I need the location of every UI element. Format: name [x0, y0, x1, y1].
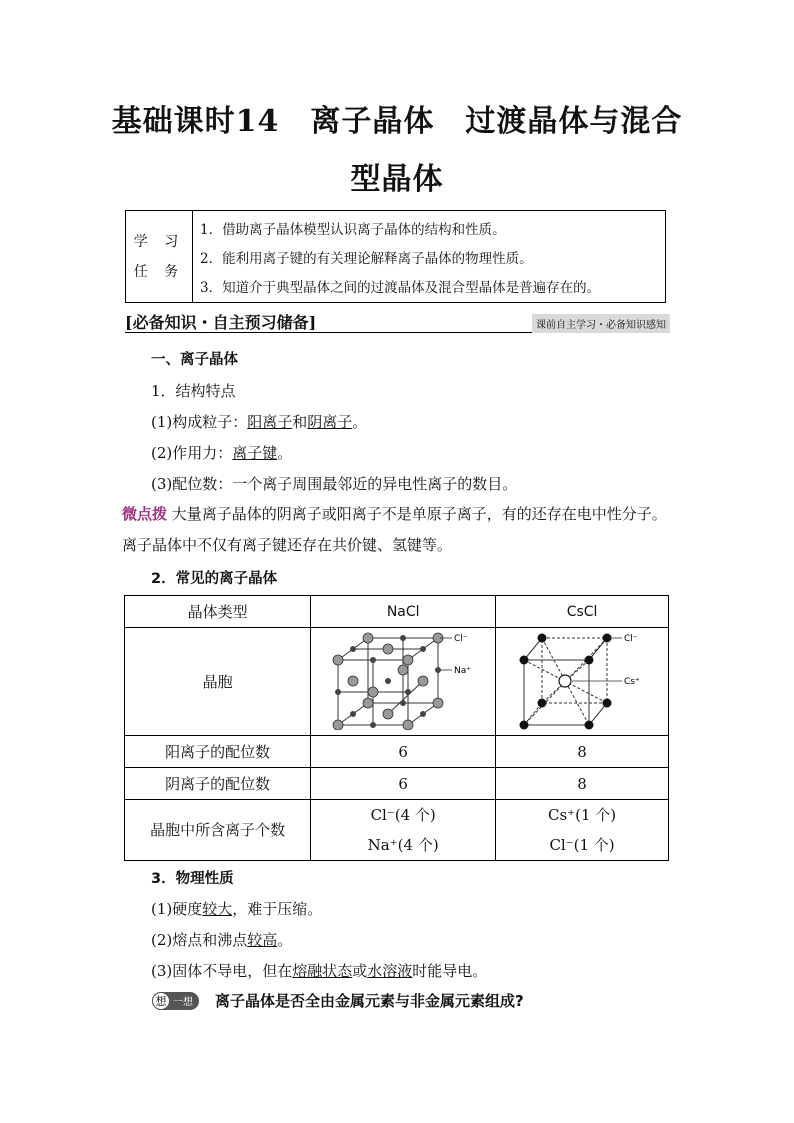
cscl-label-cs: Cs⁺	[624, 676, 640, 687]
text: (2)熔点和沸点	[151, 931, 248, 949]
row-label: 晶胞	[125, 628, 311, 736]
tip-text: 大量离子晶体的阴离子或阳离子不是单原子离子，有的还存在电中性分子。离子晶体中不仅有离子键还存在共价键、氢键等。	[122, 505, 667, 554]
cscl-label-cl: Cl⁻	[624, 633, 638, 644]
ion-count: Cs⁺(1 个)	[548, 806, 617, 824]
answer-cation: 阳离子	[247, 413, 293, 431]
ion-count: Na⁺(4 个)	[367, 836, 439, 854]
tip-label: 微点拨	[122, 505, 168, 523]
para-force	[151, 442, 292, 463]
section-title: [必备知识・自主预习储备]	[125, 313, 317, 332]
ionic-crystal-table	[124, 595, 669, 861]
para-melting-point	[151, 929, 292, 950]
answer-anion: 阴离子	[307, 413, 353, 431]
nacl-label-na: Na⁺	[454, 665, 472, 676]
tip-paragraph	[122, 499, 677, 561]
section-tag: 课前自主学习・必备知识感知	[532, 314, 670, 333]
cscl-unit-cell-diagram	[512, 630, 652, 730]
row-label: 阳离子的配位数	[125, 736, 311, 768]
think-badge	[152, 992, 199, 1010]
answer-ionic-bond: 离子键	[232, 444, 278, 462]
page-title-line1: 基础课时14 离子晶体 过渡晶体与混合	[111, 104, 683, 139]
goal-item: 2．能利用离子键的有关理论解释离子晶体的物理性质。	[200, 250, 533, 267]
table-row	[125, 628, 669, 736]
table-row	[125, 596, 669, 628]
row-label: 阴离子的配位数	[125, 768, 311, 800]
nacl-unit-cell-diagram	[328, 630, 478, 730]
text: 。	[352, 413, 368, 431]
text: ，难于压缩。	[232, 900, 323, 918]
table-header: NaCl	[311, 596, 496, 628]
learning-goals-box	[125, 210, 666, 303]
text: 和	[292, 413, 308, 431]
text: (3)固体不导电，但在	[151, 962, 293, 980]
row-label: 晶胞中所含离子个数	[125, 800, 311, 861]
cscl-cell-figure	[496, 628, 669, 736]
text: 。	[277, 444, 293, 462]
goals-label-top: 学 习	[133, 233, 185, 250]
table-row	[125, 736, 669, 768]
table-cell: 8	[496, 768, 669, 800]
text: 或	[352, 962, 368, 980]
table-cell	[311, 800, 496, 861]
answer-melting: 较高	[247, 931, 278, 949]
table-cell	[496, 800, 669, 861]
table-cell: 8	[496, 736, 669, 768]
answer-hardness: 较大	[202, 900, 233, 918]
heading-ionic-crystal: 一、离子晶体	[151, 352, 238, 368]
para-coordination: (3)配位数：一个离子周围最邻近的异电性离子的数目。	[151, 475, 518, 493]
text: 时能导电。	[412, 962, 488, 980]
table-cell: 6	[311, 736, 496, 768]
table-header: CsCl	[496, 596, 669, 628]
goal-item: 1．借助离子晶体模型认识离子晶体的结构和性质。	[200, 221, 506, 238]
page-title-line2: 型晶体	[350, 162, 444, 197]
ion-count: Cl⁻(1 个)	[549, 836, 615, 854]
learning-goals-label	[126, 211, 193, 302]
table-cell: 6	[311, 768, 496, 800]
goal-item: 3．知道介于典型晶体之间的过渡晶体及混合型晶体是普遍存在的。	[200, 279, 601, 296]
nacl-cell-figure	[311, 628, 496, 736]
para-hardness	[151, 898, 322, 919]
table-row	[125, 800, 669, 861]
answer-solution: 水溶液	[367, 962, 413, 980]
answer-molten: 熔融状态	[292, 962, 353, 980]
para-conductivity	[151, 960, 487, 981]
text: 。	[277, 931, 293, 949]
goals-label-bottom: 任 务	[133, 263, 185, 280]
think-badge-icon: 想	[152, 992, 170, 1010]
subheading-structure: 1．结构特点	[151, 382, 236, 400]
nacl-label-cl: Cl⁻	[454, 633, 468, 644]
text: (1)构成粒子：	[151, 413, 248, 431]
table-header: 晶体类型	[125, 596, 311, 628]
para-particles	[151, 411, 367, 432]
think-question-text: 离子晶体是否全由金属元素与非金属元素组成?	[215, 992, 524, 1010]
learning-goals-list	[193, 211, 665, 302]
text: (2)作用力：	[151, 444, 233, 462]
think-badge-text: 一想	[173, 997, 193, 1008]
subheading-physical-properties: 3．物理性质	[151, 871, 234, 887]
section-header	[125, 310, 670, 333]
ion-count: Cl⁻(4 个)	[370, 806, 436, 824]
text: (1)硬度	[151, 900, 203, 918]
subheading-common-crystals: 2．常见的离子晶体	[151, 571, 278, 587]
table-row	[125, 768, 669, 800]
think-question	[152, 990, 524, 1011]
